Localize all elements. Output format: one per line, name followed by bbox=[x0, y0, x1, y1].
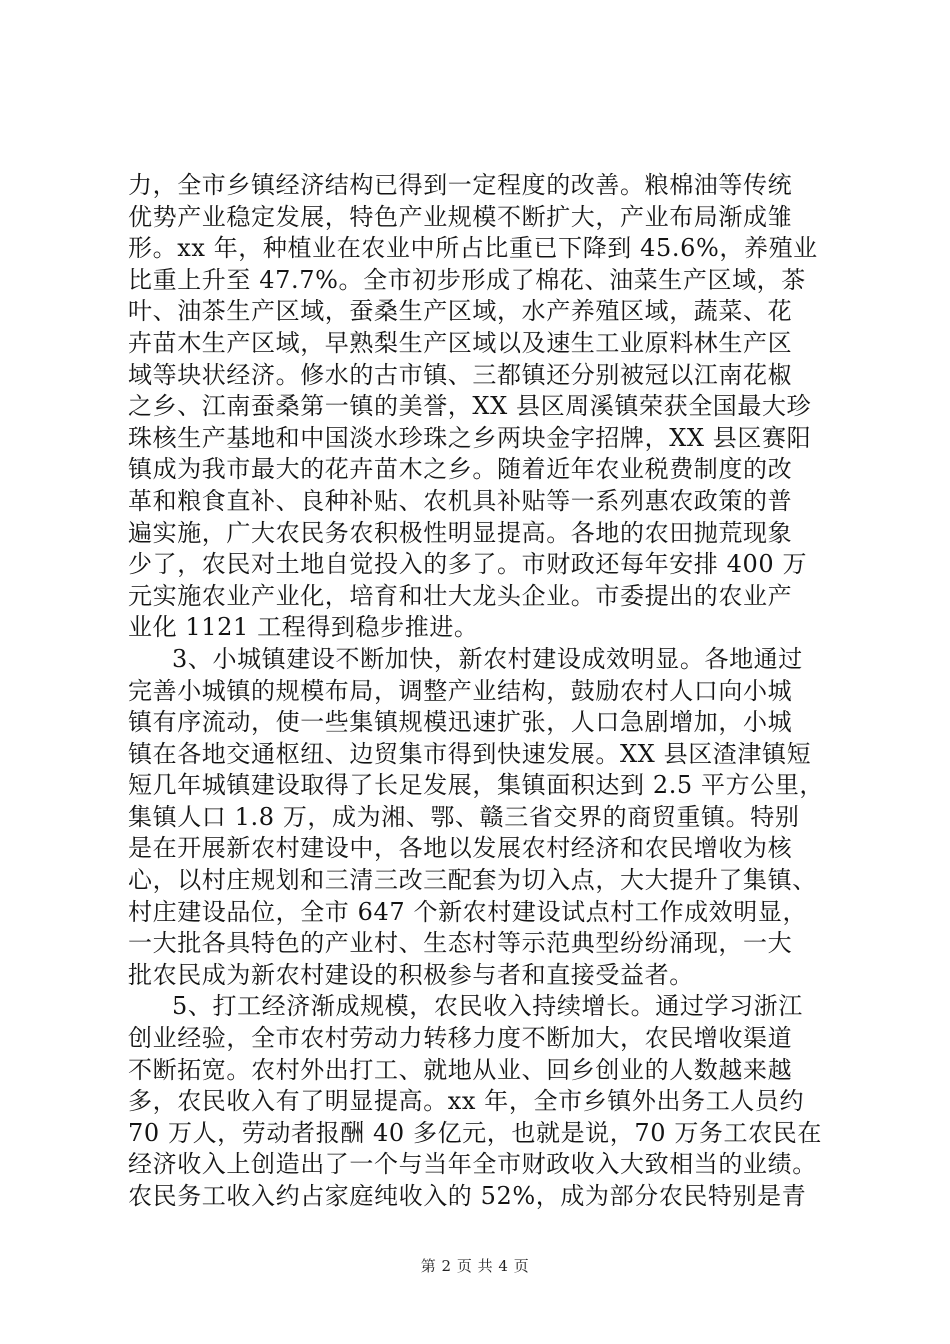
text-line: 比重上升至 47.7%。全市初步形成了棉花、油菜生产区域，茶 bbox=[128, 265, 806, 294]
text-line: 心，以村庄规划和三清三改三配套为切入点，大大提升了集镇、 bbox=[128, 866, 817, 895]
text-line: 少了，农民对土地自觉投入的多了。市财政还每年安排 400 万 bbox=[128, 550, 808, 579]
text-line: 批农民成为新农村建设的积极参与者和直接受益者。 bbox=[128, 960, 694, 989]
text-line: 经济收入上创造出了一个与当年全市财政收入大致相当的业绩。 bbox=[128, 1150, 817, 1179]
text-line: 元实施农业产业化，培育和壮大龙头企业。市委提出的农业产 bbox=[128, 581, 793, 610]
text-line: 之乡、江南蚕桑第一镇的美誉，XX 县区周溪镇荣获全国最大珍 bbox=[128, 392, 812, 421]
text-line: 创业经验，全市农村劳动力转移力度不断加大，农民增收渠道 bbox=[128, 1024, 793, 1053]
text-line: 多，农民收入有了明显提高。xx 年，全市乡镇外出务工人员约 bbox=[128, 1087, 805, 1116]
paragraph-start-line: 3、小城镇建设不断加快，新农村建设成效明显。各地通过 bbox=[172, 644, 803, 673]
text-line: 农民务工收入约占家庭纯收入的 52%，成为部分农民特别是青 bbox=[128, 1182, 807, 1210]
text-line: 集镇人口 1.8 万，成为湘、鄂、赣三省交界的商贸重镇。特别 bbox=[128, 802, 800, 831]
paragraph-start-line: 5、打工经济渐成规模，农民收入持续增长。通过学习浙江 bbox=[172, 992, 803, 1021]
text-line: 珠核生产基地和中国淡水珍珠之乡两块金字招牌，XX 县区赛阳 bbox=[128, 423, 812, 452]
text-line: 不断拓宽。农村外出打工、就地从业、回乡创业的人数越来越 bbox=[128, 1055, 793, 1084]
text-line: 叶、油茶生产区域，蚕桑生产区域，水产养殖区域，蔬菜、花 bbox=[128, 297, 793, 326]
text-line: 镇有序流动，使一些集镇规模迅速扩张，人口急剧增加，小城 bbox=[128, 708, 793, 737]
text-line: 业化 1121 工程得到稳步推进。 bbox=[128, 613, 479, 642]
text-line: 力，全市乡镇经济结构已得到一定程度的改善。粮棉油等传统 bbox=[128, 171, 793, 199]
text-line: 70 万人，劳动者报酬 40 多亿元，也就是说，70 万务工农民在 bbox=[128, 1118, 822, 1147]
text-line: 完善小城镇的规模布局，调整产业结构，鼓励农村人口向小城 bbox=[128, 676, 793, 705]
body-text bbox=[128, 170, 828, 1213]
text-line: 优势产业稳定发展，特色产业规模不断扩大，产业布局渐成雏 bbox=[128, 202, 793, 231]
text-line: 村庄建设品位，全市 647 个新农村建设试点村工作成效明显， bbox=[128, 897, 808, 926]
text-line: 卉苗木生产区域，早熟梨生产区域以及速生工业原料林生产区 bbox=[128, 328, 793, 357]
text-line: 短几年城镇建设取得了长足发展，集镇面积达到 2.5 平方公里， bbox=[128, 771, 825, 800]
text-line: 革和粮食直补、良种补贴、农机具补贴等一系列惠农政策的普 bbox=[128, 486, 793, 515]
page-number-footer: 第 2 页 共 4 页 bbox=[420, 1257, 530, 1275]
text-line: 形。xx 年，种植业在农业中所占比重已下降到 45.6%，养殖业 bbox=[128, 234, 818, 263]
text-line: 镇成为我市最大的花卉苗木之乡。随着近年农业税费制度的改 bbox=[128, 455, 793, 484]
text-line: 域等块状经济。修水的古市镇、三都镇还分别被冠以江南花椒 bbox=[128, 360, 793, 389]
text-line: 是在开展新农村建设中，各地以发展农村经济和农民增收为核 bbox=[128, 834, 793, 863]
text-line: 镇在各地交通枢纽、边贸集市得到快速发展。XX 县区渣津镇短 bbox=[128, 739, 812, 768]
text-line: 一大批各具特色的产业村、生态村等示范典型纷纷涌现，一大 bbox=[128, 929, 793, 958]
text-line: 遍实施，广大农民务农积极性明显提高。各地的农田抛荒现象 bbox=[128, 518, 793, 547]
